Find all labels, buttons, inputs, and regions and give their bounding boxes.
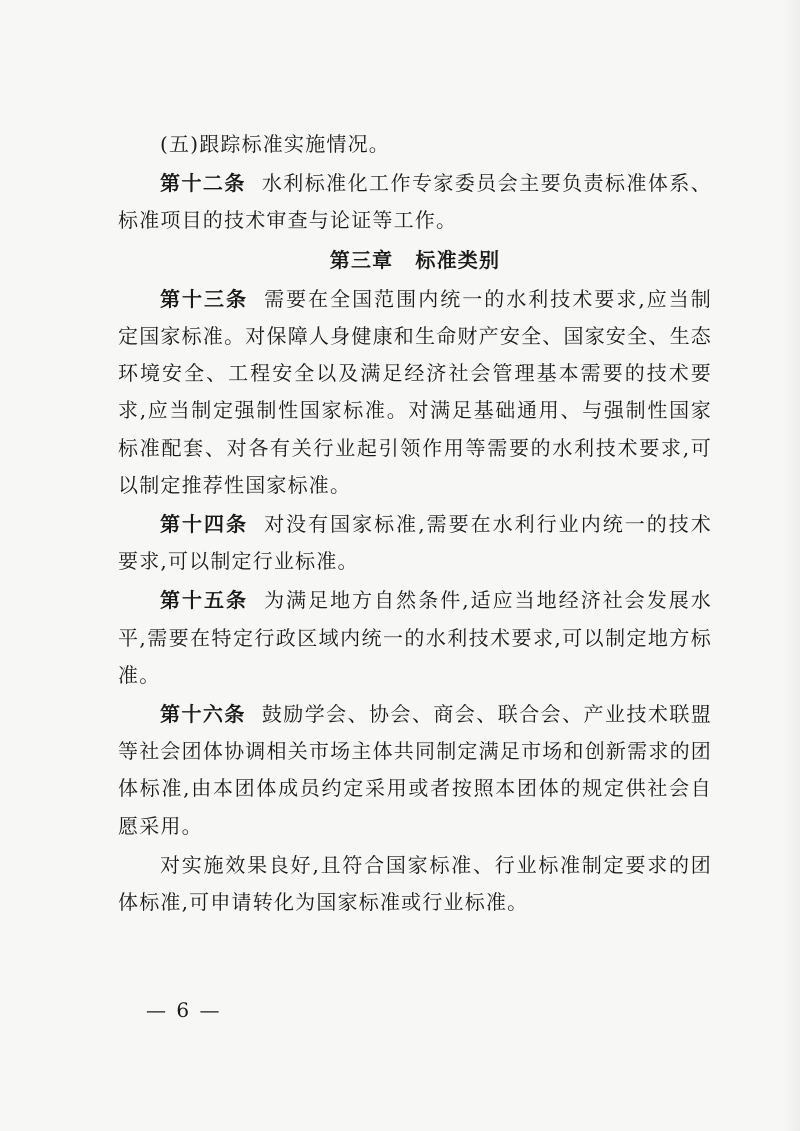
article-13: [118, 281, 712, 504]
page-number: — 6 —: [146, 998, 222, 1022]
article-15: [118, 582, 712, 694]
article-number: 第十三条: [160, 286, 249, 311]
article-14: [118, 506, 712, 580]
document-body: [118, 126, 712, 921]
article-number: 第十六条: [160, 702, 246, 727]
article-12: [118, 165, 712, 239]
article-number: 第十二条: [160, 171, 246, 196]
article-number: 第十五条: [160, 588, 249, 613]
article-16-continuation: [118, 847, 712, 921]
article-text: 为满足地方自然条件,适应当地经济社会发展水平,需要在特定行政区域内统一的水利技术要求,可以制定地方标准。: [118, 588, 712, 687]
article-16: [118, 696, 712, 845]
paragraph-text: (五)跟踪标准实施情况。: [160, 132, 391, 156]
paragraph-item-5: [118, 126, 712, 163]
chapter-heading: [118, 242, 712, 279]
article-number: 第十四条: [160, 512, 249, 537]
article-text: 水利标准化工作专家委员会主要负责标准体系、标准项目的技术审查与论证等工作。: [118, 171, 712, 233]
chapter-number: 第三章: [329, 247, 394, 272]
paragraph-text: 对实施效果良好,且符合国家标准、行业标准制定要求的团体标准,可申请转化为国家标准或行业标准。: [118, 852, 712, 915]
chapter-title: 标准类别: [415, 247, 501, 272]
article-text: 鼓励学会、协会、商会、联合会、产业技术联盟等社会团体协调相关市场主体共同制定满足市场和创新需求的团体标准,由本团体成员约定采用或者按照本团体的规定供社会自愿采用。: [118, 702, 712, 838]
scan-edge-shadow: [782, 0, 800, 1131]
article-text: 对没有国家标准,需要在水利行业内统一的技术要求,可以制定行业标准。: [118, 512, 712, 574]
article-text: 需要在全国范围内统一的水利技术要求,应当制定国家标准。对保障人身健康和生命财产安全、国家安全、生态环境安全、工程安全以及满足经济社会管理基本需要的技术要求,应当制定强制性国家标准。对满足基础通用、与强制性国家标准配套、对各有关行业起引领作用等需要的水利技术要求,可以制定推荐性国家标准。: [118, 286, 712, 497]
